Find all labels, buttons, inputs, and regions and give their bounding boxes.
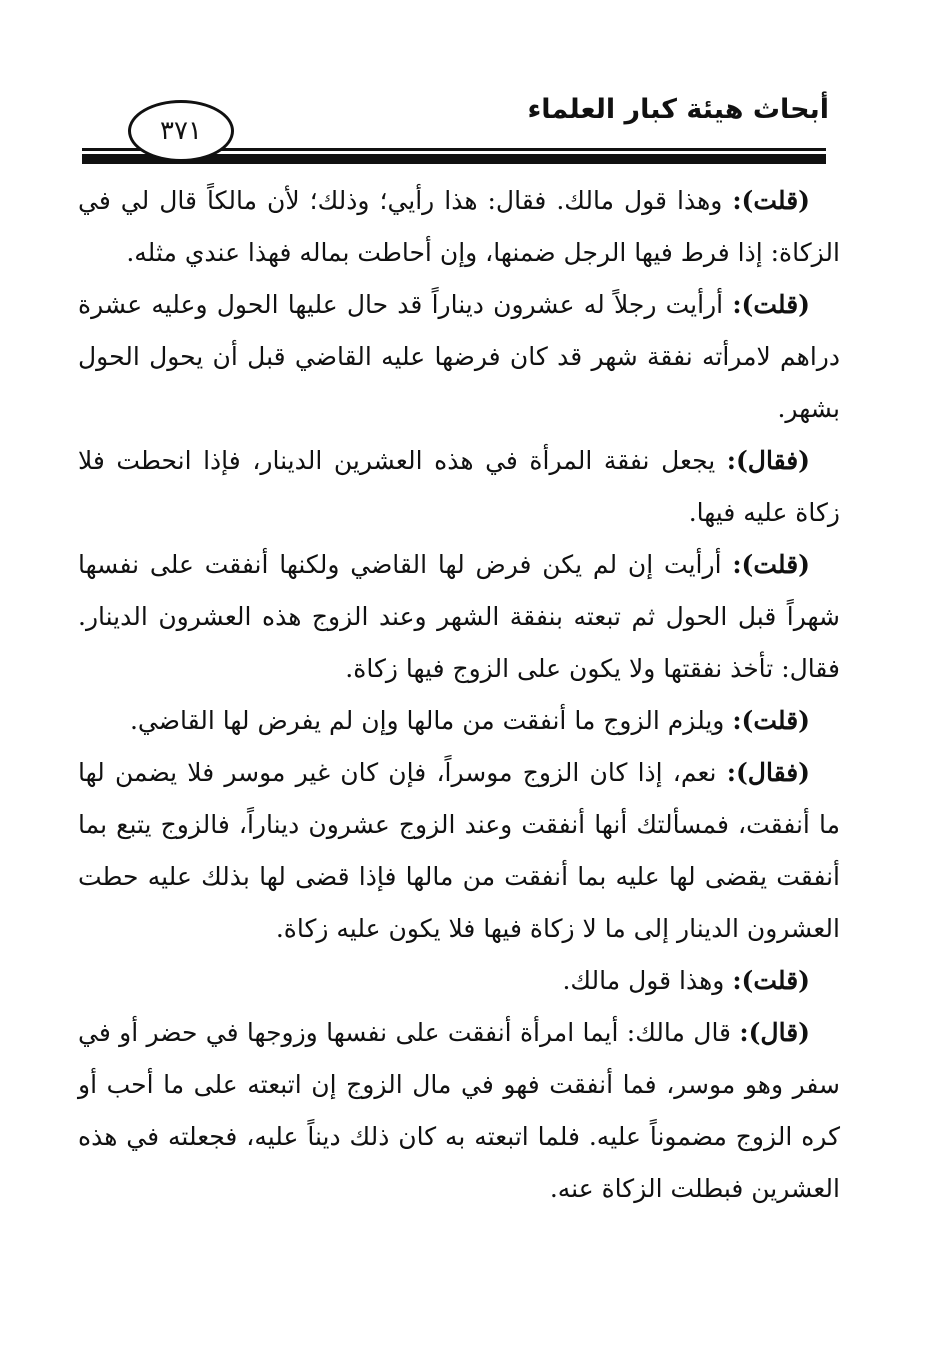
paragraph — [78, 695, 840, 747]
paragraph-text: نعم، إذا كان الزوج موسراً، فإن كان غير موسر فلا يضمن لها ما أنفقت، فمسألتك أنها أنفقت وعند الزوج عشرون ديناراً، فالزوج يتبع بما أنفقت يقضى لها عليه بما أنفقت من مالها فإذا قضى لها بذلك عليه حطت العشرون الدينار إلى ما لا زكاة فيها فلا يكون عليه زكاة. — [78, 758, 840, 943]
paragraph-text: ويلزم الزوج ما أنفقت من مالها وإن لم يفرض لها القاضي. — [129, 706, 733, 735]
speaker-label: (فقال): — [726, 446, 810, 475]
paragraph-text: أرأيت رجلاً له عشرون ديناراً قد حال عليها الحول وعليه عشرة دراهم لامرأته نفقة شهر قد كان فرضها عليه القاضي قبل أن يحول الحول بشهر. — [78, 290, 840, 423]
paragraph-text: قال مالك: أيما امرأة أنفقت على نفسها وزوجها في حضر أو في سفر وهو موسر، فما أنفقت فهو في مال الزوج إن اتبعته على ما أحب أو كره الزوج مضموناً عليه. فلما اتبعته به كان ذلك ديناً عليه، فجعلته في هذه العشرين فبطلت الزكاة عنه. — [78, 1018, 840, 1203]
paragraph-text: يجعل نفقة المرأة في هذه العشرين الدينار، فإذا انحطت فلا زكاة عليه فيها. — [78, 446, 840, 527]
speaker-label: (قال): — [739, 1018, 810, 1047]
paragraph — [78, 279, 840, 435]
speaker-label: (فقال): — [726, 758, 810, 787]
paragraph — [78, 175, 840, 279]
body-text — [78, 175, 840, 1215]
paragraph-text: وهذا قول مالك. — [562, 966, 733, 995]
paragraph-text: وهذا قول مالك. فقال: هذا رأيي؛ وذلك؛ لأن مالكاً قال لي في الزكاة: إذا فرط فيها الرجل ضمنها، وإن أحاطت بماله فهذا عندي مثله. — [78, 186, 840, 267]
running-title: أبحاث هيئة كبار العلماء — [527, 94, 829, 125]
speaker-label: (قلت): — [732, 290, 810, 319]
paragraph-text: أرأيت إن لم يكن فرض لها القاضي ولكنها أنفقت على نفسها شهراً قبل الحول ثم تبعته بنفقة الشهر وعند الزوج هذه العشرون الدينار. فقال: تأخذ نفقتها ولا يكون على الزوج فيها زكاة. — [78, 550, 840, 683]
speaker-label: (قلت): — [732, 550, 810, 579]
speaker-label: (قلت): — [732, 966, 810, 995]
paragraph — [78, 539, 840, 695]
paragraph — [78, 1007, 840, 1215]
paragraph — [78, 435, 840, 539]
page-header — [0, 0, 941, 175]
speaker-label: (قلت): — [732, 706, 810, 735]
paragraph — [78, 747, 840, 955]
page-number: ٣٧١ — [128, 100, 234, 162]
paragraph — [78, 955, 840, 1007]
speaker-label: (قلت): — [732, 186, 810, 215]
